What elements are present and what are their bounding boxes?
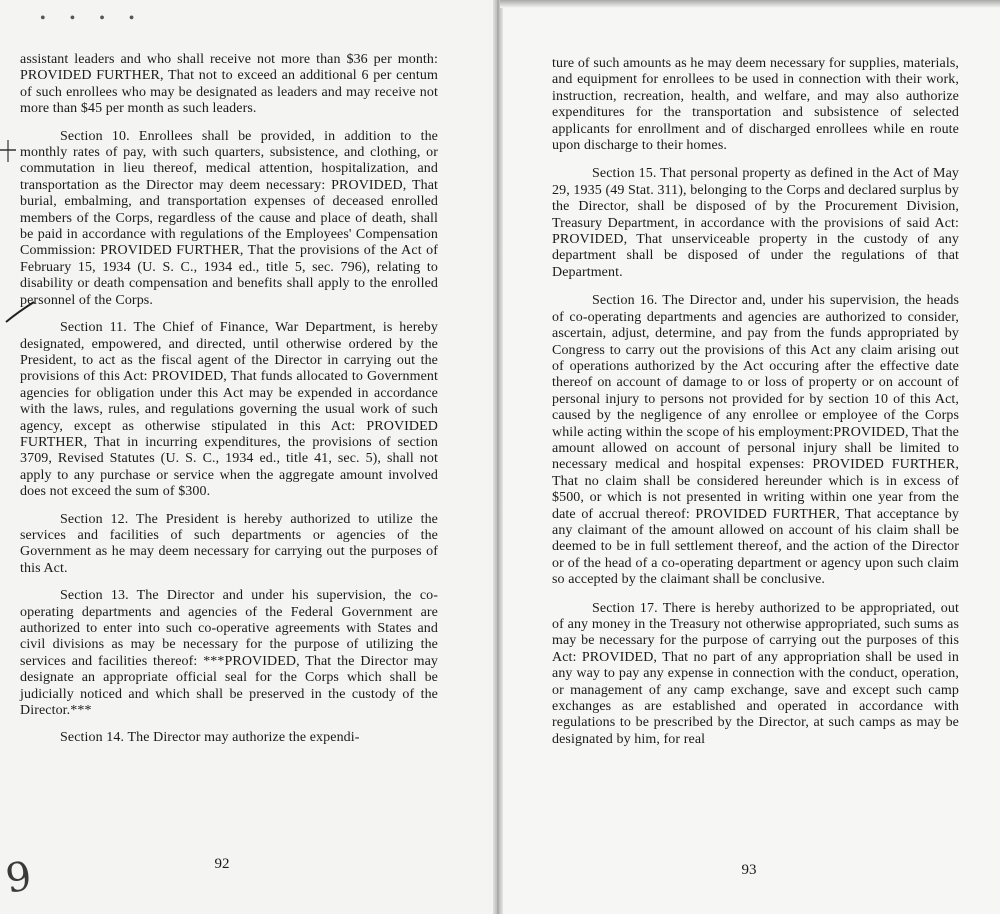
book-gutter xyxy=(493,0,503,914)
page-number-right: 93 xyxy=(741,862,757,878)
section-11: Section 11. The Chief of Finance, War Department, is hereby designated, empowered, and directed, until otherwise ordered by the President, to act as the fiscal agent of the Director in carrying out the provisions of this Act: PROVIDED, That funds allocated to Government agencies for obligation under this Act may be expended in accordance with the laws, rules, and regulations governing the usual work of such agency, except as otherwise stipulated in this Act: PROVIDED FURTHER, That in incurring expenditures, the provisions of section 3709, Revised Statutes (U. S. C., 1934 ed., title 41, sec. 5), shall not apply to any purchase or service when the aggregate amount involved does not exceed the sum of $300. xyxy=(20,320,438,500)
section-12: Section 12. The President is hereby authorized to utilize the services and facilities of such departments or agencies of the Government as he may deem necessary for carrying out the purposes of this Act. xyxy=(20,511,438,576)
left-text-column xyxy=(20,52,438,747)
right-text-column xyxy=(552,56,959,748)
section-15: Section 15. That personal property as defined in the Act of May 29, 1935 (49 Stat. 311), belonging to the Corps and declared surplus by the Director, shall be disposed of by the Procurement Division, Treasury Department, in accordance with the provisions of said Act: PROVIDED, That unserviceable property in the custody of any department shall be disposed of under the regulations of that Department. xyxy=(552,166,959,280)
speck-marks: • • • • xyxy=(40,10,145,27)
handwritten-mark: 9 xyxy=(2,853,35,903)
section-16: Section 16. The Director and, under his supervision, the heads of co-operating departments and agencies are authorized to consider, ascertain, adjust, determine, and pay from the funds appropriated by Congress to carry out the provisions of this Act any claim arising out of operations authorized by the Act occuring after the effective date thereof on account of damage to or loss of property or on account of personal injury to persons not provided for by section 10 of this Act, caused by the negligence of any enrollee or employee of the Corps while acting within the scope of his employment:PROVIDED, That the amount allowed on account of personal injury shall be limited to necessary medical and hospital expenses: PROVIDED FURTHER, That no claim shall be considered hereunder which is in excess of $500, or which is not presented in writing within one year from the date of accrual thereof: PROVIDED FURTHER, That acceptance by any claimant of the amount allowed on account of his claim shall be deemed to be in full settlement thereof, and the action of the Director or of the head of a co-operating department or agency upon such claim so accepted by the claimant shall be conclusive. xyxy=(552,293,959,588)
section-14: Section 14. The Director may authorize the expendi- xyxy=(60,730,360,746)
page-shadow xyxy=(500,0,1000,8)
page-number-left: 92 xyxy=(214,856,230,872)
paragraph-continuation: assistant leaders and who shall receive not more than $36 per month: PROVIDED FURTHER, That not to exceed an additional 6 per centum of such enrollees who may be designated as leaders and may receive not more than $45 per month as such leaders. xyxy=(20,52,438,117)
section-14-continued: ture of such amounts as he may deem necessary for supplies, materials, and equipment for enrollees to be used in connection with their work, instruction, recreation, health, and welfare, and may also authorize expenditures for the transportation and subsistence of selected applicants for enrollment and of discharged enrollees while en route upon discharge to their homes. xyxy=(552,56,959,154)
section-10: Section 10. Enrollees shall be provided, in addition to the monthly rates of pay, with such quarters, subsistence, and clothing, or commutation in lieu thereof, medical attention, hospitalization, and transportation as the Director may deem necessary: PROVIDED, That burial, embalming, and transportation expenses of deceased enrolled members of the Corps, regardless of the cause and place of death, shall be paid in accordance with regulations of the Employees' Compensation Commission: PROVIDED FURTHER, That the provisions of the Act of February 15, 1934 (U. S. C., 1934 ed., title 5, sec. 796), relating to disability or death compensation and benefits shall apply to the enrolled personnel of the Corps. xyxy=(20,128,438,308)
section-17: Section 17. There is hereby authorized to be appropriated, out of any money in the Treasury not otherwise appropriated, such sums as may be necessary for the purpose of carrying out the purposes of this Act: PROVIDED, That no part of any appropriation shall be used in any way to pay any expense in connection with the conduct, operation, or management of any camp exchange, save and except such camp exchanges as are established and operated in accordance with regulations to be prescribed by the Director, at such camps as may be designated by him, for real xyxy=(552,600,959,747)
section-13: Section 13. The Director and under his supervision, the co-operating departments and agencies of the Federal Government are authorized to enter into such co-operative agreements with States and civil divisions as may be necessary for the purpose of utilizing the services and facilities thereof: ***PROVIDED, That the Director may designate an appropriate official seal for the Corps which shall be judicially noticed and which shall be preserved in the custody of the Director.*** xyxy=(20,588,438,719)
